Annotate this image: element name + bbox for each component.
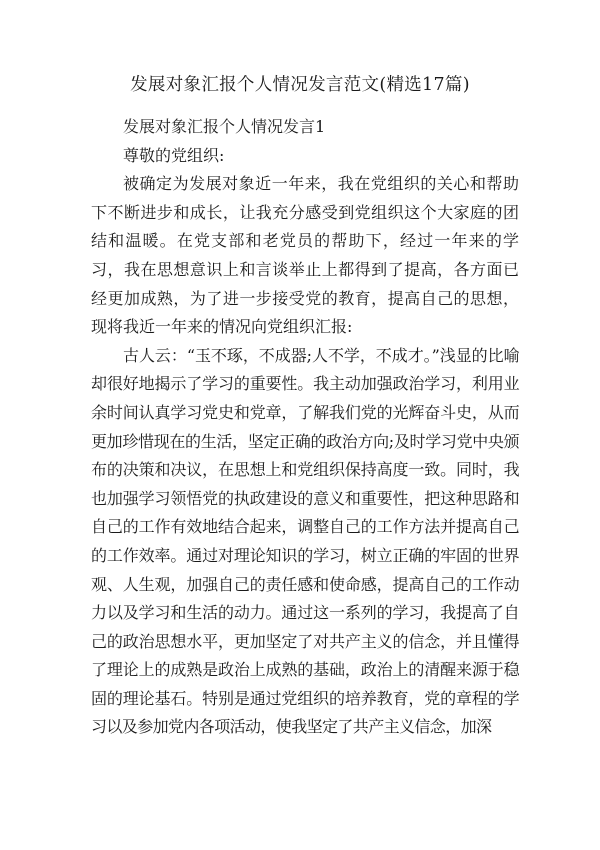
paragraph: 被确定为发展对象近一年来，我在党组织的关心和帮助下不断进步和成长，让我充分感受到党组织这个大家庭的团结和温暖。在党支部和老党员的帮助下，经过一年来的学习，我在思想意识上和言谈举止上都得到了提高，各方面已经更加成熟，为了进一步接受党的教育，提高自己的思想，现将我近一年来的情况向党组织汇报: (91, 174, 519, 337)
paragraph: 古人云：“玉不琢，不成器;人不学，不成才。”浅显的比喻却很好地揭示了学习的重要性。我主动加强政治学习，利用业余时间认真学习党史和党章，了解我们党的光辉奋斗史，从而更加珍惜现在的生活，坚定正确的政治方向;及时学习党中央颁布的决策和决议，在思想上和党组织保持高度一致。同时，我也加强学习领悟党的执政建设的意义和重要性，把这种思路和自己的工作有效地结合起来，调整自己的工作方法并提高自己的工作效率。通过对理论知识的学习，树立正确的牢固的世界观、人生观，加强自己的责任感和使命感，提高自己的工作动力以及学习和生活的动力。通过这一系列的学习，我提高了自己的政治思想水平，更加坚定了对共产主义的信念，并且懂得了理论上的成熟是政治上成熟的基础，政治上的清醒来源于稳固的理论基石。特别是通过党组织的培养教育，党的章程的学习以及参加党内各项活动，使我坚定了共产主义信念，加深 (91, 345, 519, 737)
document-title: 发展对象汇报个人情况发言范文(精选17篇) (130, 75, 470, 95)
salutation: 尊敬的党组织: (123, 145, 225, 165)
section-heading: 发展对象汇报个人情况发言1 (123, 117, 326, 136)
document-body (91, 113, 519, 742)
